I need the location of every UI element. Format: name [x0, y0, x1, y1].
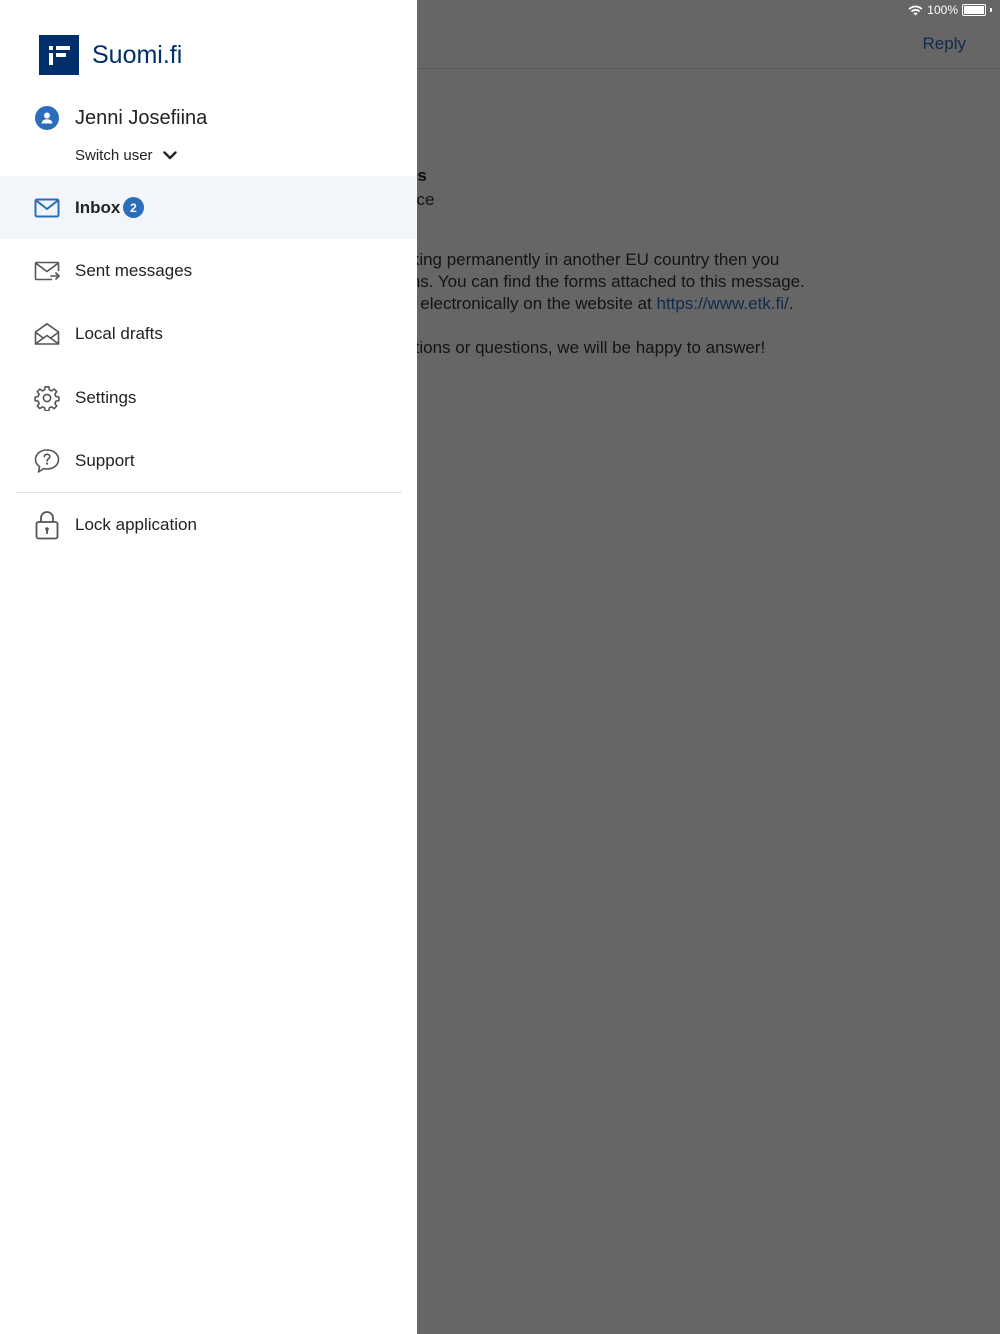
nav-item-local-drafts[interactable] — [0, 302, 417, 365]
unread-count-badge: 2 — [123, 197, 144, 218]
user-name: Jenni Josefiina — [75, 106, 208, 129]
current-user — [35, 106, 207, 130]
suomi-logo-icon — [39, 35, 79, 75]
gear-icon — [33, 384, 61, 412]
nav-label-settings: Settings — [75, 387, 137, 407]
wifi-icon — [908, 5, 923, 16]
nav-label-support: Support — [75, 450, 135, 470]
battery-tip — [990, 8, 992, 12]
logo-text: Suomi.fi — [92, 40, 183, 69]
nav-item-settings[interactable] — [0, 366, 417, 429]
nav-item-lock-application[interactable] — [0, 493, 417, 556]
nav-item-sent-messages[interactable] — [0, 239, 417, 302]
battery-percent: 100% — [927, 3, 958, 17]
sent-mail-icon — [33, 257, 61, 285]
navigation-drawer — [0, 0, 417, 1334]
nav-label-lock-application: Lock application — [75, 514, 197, 534]
nav-label-inbox: Inbox — [75, 197, 121, 217]
nav-item-support[interactable] — [0, 429, 417, 492]
lock-icon — [33, 511, 61, 539]
status-right — [908, 3, 992, 17]
switch-user-button[interactable] — [75, 147, 177, 164]
user-avatar-icon — [35, 106, 59, 130]
chevron-down-icon — [163, 151, 177, 160]
battery-icon — [962, 4, 986, 16]
switch-user-label: Switch user — [75, 147, 153, 164]
help-bubble-icon — [33, 447, 61, 475]
mail-icon — [33, 194, 61, 222]
nav-item-inbox[interactable] — [0, 176, 417, 239]
nav-label-sent-messages: Sent messages — [75, 260, 193, 280]
nav-label-local-drafts: Local drafts — [75, 323, 163, 343]
suomi-logo — [39, 35, 182, 75]
open-envelope-icon — [33, 320, 61, 348]
